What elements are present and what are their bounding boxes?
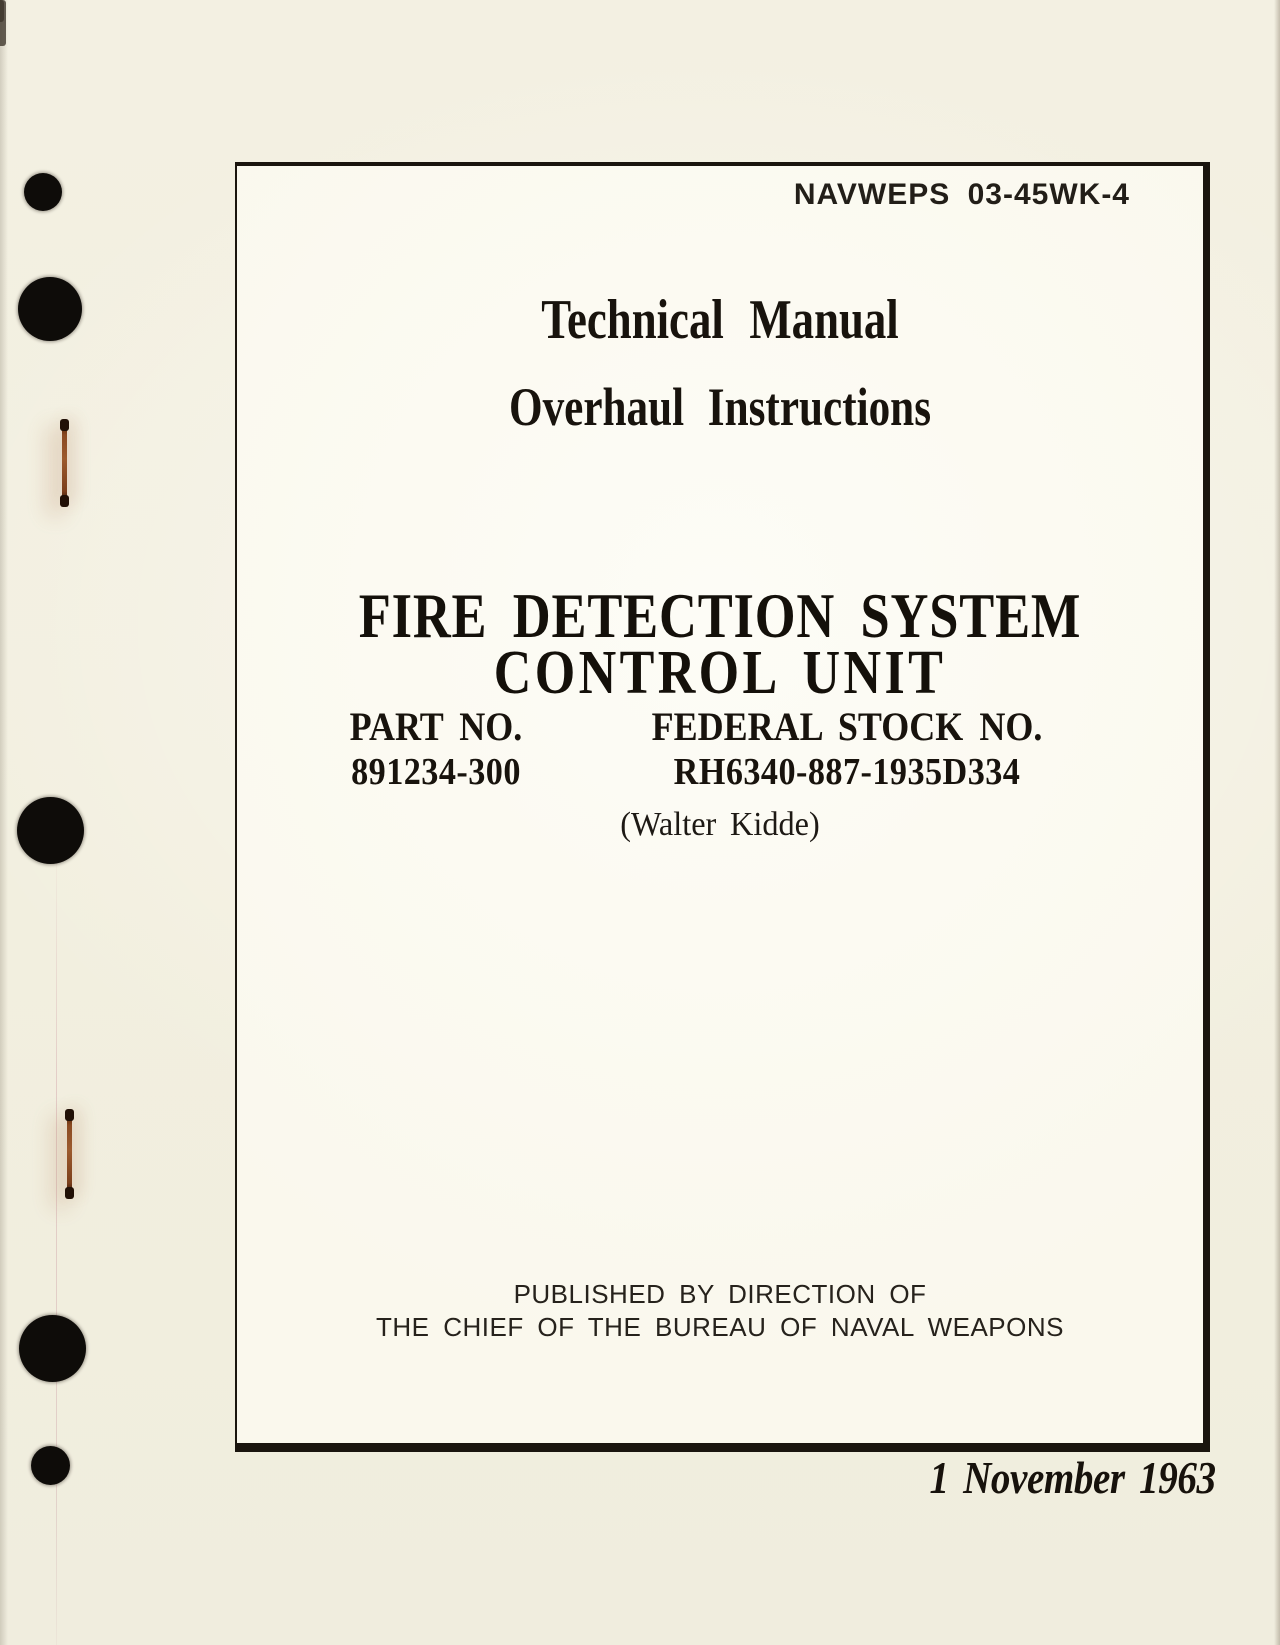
scan-artifact	[0, 0, 6, 46]
publisher-line-2: THE CHIEF OF THE BUREAU OF NAVAL WEAPONS	[375, 1312, 1064, 1342]
punch-hole	[24, 173, 62, 211]
cover-border-box	[235, 162, 1210, 1452]
doc-type-line-2: Overhaul Instructions	[508, 377, 932, 437]
part-number-label: PART NO.	[349, 704, 523, 749]
punch-hole	[31, 1446, 70, 1485]
title-line-1: FIRE DETECTION SYSTEM	[358, 580, 1082, 651]
federal-stock-value: RH6340-887-1935D334	[673, 751, 1021, 793]
federal-stock-block	[651, 704, 1043, 794]
punch-hole	[17, 797, 84, 864]
paper-crease	[56, 856, 57, 1645]
manufacturer-name: (Walter Kidde)	[620, 806, 820, 843]
title-line-2: CONTROL UNIT	[493, 639, 947, 707]
punch-hole	[18, 277, 82, 341]
part-number-value: 891234-300	[351, 751, 521, 793]
publisher-statement	[237, 1278, 1203, 1344]
left-scan-edge-shadow	[0, 0, 8, 1645]
punch-hole	[19, 1315, 86, 1382]
document-number: NAVWEPS 03-45WK-4	[793, 178, 1130, 211]
issue-date: 1 November 1963	[929, 1452, 1216, 1503]
part-number-block	[271, 704, 600, 794]
right-scan-edge-shadow	[1274, 0, 1280, 1645]
staple	[62, 424, 67, 502]
staple	[67, 1114, 72, 1194]
doc-type-line-1: Technical Manual	[541, 289, 899, 351]
federal-stock-label: FEDERAL STOCK NO.	[651, 704, 1043, 749]
publisher-line-1: PUBLISHED BY DIRECTION OF	[513, 1279, 927, 1309]
